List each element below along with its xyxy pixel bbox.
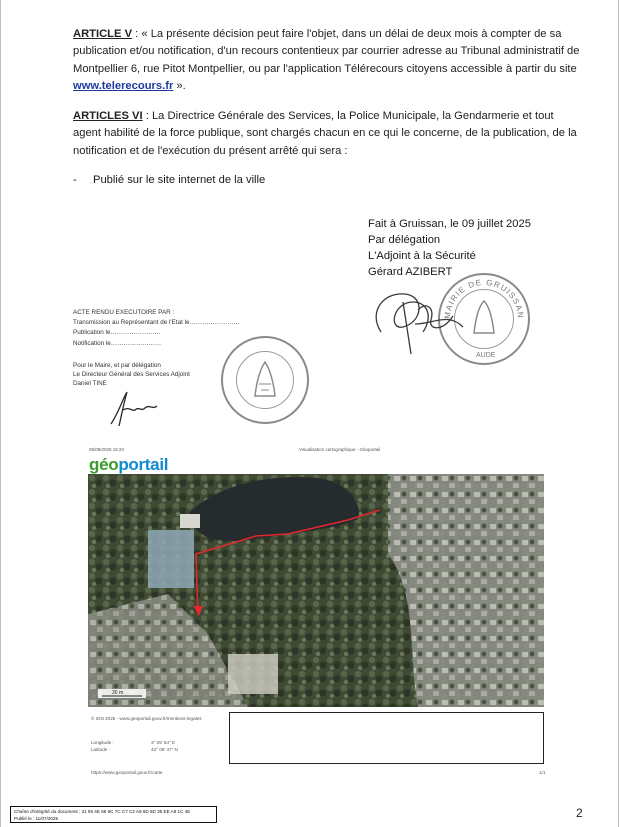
article-5-paragraph bbox=[73, 26, 581, 96]
latitude-label: Latitude : bbox=[91, 747, 110, 752]
acte-publication: Publication le…………………… bbox=[73, 329, 161, 337]
longitude-label: Longitude : bbox=[91, 740, 114, 745]
publication-date: Publié le : 11/07/2025 bbox=[14, 816, 59, 821]
acte-notification: Notification le…………………… bbox=[73, 339, 162, 347]
acte-title: ACTE RENDU EXECUTOIRE PAR : bbox=[73, 309, 175, 316]
handwritten-signature-tine bbox=[105, 388, 165, 430]
signature-place-date: Fait à Gruissan, le 09 juillet 2025 bbox=[368, 218, 531, 230]
article-5-heading: ARTICLE V bbox=[73, 28, 133, 40]
geoportail-title: Visualisation cartographique - Géoportail bbox=[299, 447, 381, 452]
stamp-top-text: MAIRIE DE GRUISSAN bbox=[442, 277, 526, 320]
article-5-text: : « La présente décision peut faire l'objet, dans un délai de deux mois à compter de sa publication et/ou notification, d'un recours contentieux par courrier adresse au Tribunal administratif de Montpellier 6, rue Pitot Montpellier, ou par l'application Télérecours citoyens accessible à partir du site bbox=[73, 28, 580, 75]
tennis-courts bbox=[148, 530, 194, 588]
article-5-closing: ». bbox=[173, 80, 186, 93]
latitude-value: 43° 06' 47" N bbox=[151, 747, 178, 752]
bullet-text: Publié sur le site internet de la ville bbox=[93, 174, 266, 186]
maire-line-1: Pour le Maire, et par délégation bbox=[73, 362, 161, 369]
article-6-heading: ARTICLES VI bbox=[73, 110, 143, 122]
maire-line-3: Daniel TINE bbox=[73, 379, 107, 387]
aerial-map[interactable] bbox=[88, 474, 544, 707]
article-6-paragraph bbox=[73, 108, 581, 160]
article-6-text: : La Directrice Générale des Services, la Police Municipale, la Gendarmerie et tout agent habilité de la force publique, sont chargés chacun en ce qui le concerne, de la publication, de la notification et de l'exécution du présent arrêté qui sera : bbox=[73, 110, 577, 157]
map-page-indicator: 1/1 bbox=[539, 770, 546, 775]
signature-block bbox=[368, 216, 531, 280]
integrity-chain: Chaîne d'intégrité du document : 31 95 4E 66 6C 7C C7 C2 A9 6D 6D 35 EE A8 1C 4E bbox=[14, 809, 191, 814]
bullet-dash: - bbox=[73, 174, 77, 186]
comment-box bbox=[229, 712, 544, 764]
stamp-bottom-text: AUDE bbox=[476, 352, 496, 359]
ign-copyright: © IGN 2025 - www.geoportail.gouv.fr/mentions-legales bbox=[91, 716, 202, 721]
integrity-footer bbox=[10, 806, 217, 823]
signature-name: Gérard AZIBERT bbox=[368, 266, 453, 278]
scale-label: 30 m bbox=[112, 690, 124, 696]
acte-transmission: Transmission au Représentant de l'Etat le…………………… bbox=[73, 319, 240, 327]
telerecours-link[interactable]: www.telerecours.fr bbox=[73, 80, 174, 93]
acte-executoire bbox=[73, 308, 240, 349]
signature-role: L'Adjoint à la Sécurité bbox=[368, 250, 476, 262]
signature-delegation: Par délégation bbox=[368, 234, 441, 246]
geoportail-url: https://www.geoportail.gouv.fr/carte bbox=[91, 770, 163, 775]
geoportail-timestamp: 05/09/2025 15:20 bbox=[89, 447, 125, 452]
handwritten-signature-azibert bbox=[363, 272, 473, 364]
maire-delegation bbox=[73, 362, 190, 388]
maire-line-2: Le Directeur Général des Services Adjoint bbox=[73, 370, 190, 378]
longitude-value: 3° 05' 54" E bbox=[151, 740, 176, 745]
page-number: 2 bbox=[576, 806, 583, 820]
mairie-stamp-left bbox=[221, 336, 309, 424]
geoportail-logo: géoportail bbox=[89, 455, 169, 474]
